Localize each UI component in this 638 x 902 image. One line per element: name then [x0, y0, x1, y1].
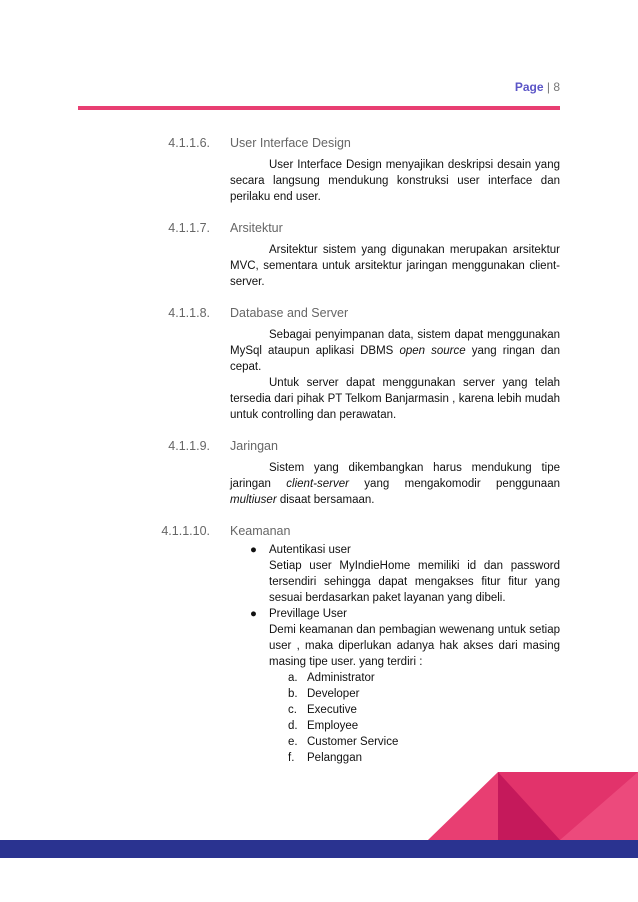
bullet-title: Autentikasi user: [269, 544, 351, 556]
section-number: 4.1.1.8.: [168, 306, 210, 320]
paragraph: Untuk server dapat menggunakan server yang telah tersedia dari pihak PT Telkom Banjarmasin , karena lebih mudah untuk controlling dan perawatan.: [230, 377, 560, 421]
section-title: Keamanan: [230, 524, 291, 538]
section-number: 4.1.1.9.: [168, 439, 210, 453]
paragraph: User Interface Design menyajikan deskripsi desain yang secara langsung mendukung konstruksi user interface dan perilaku end user.: [230, 159, 560, 203]
paragraph: Arsitektur sistem yang digunakan merupakan arsitektur MVC, sementara untuk arsitektur jaringan menggunakan client-server.: [230, 244, 560, 288]
section-number: 4.1.1.7.: [168, 221, 210, 235]
page-number-value: 8: [553, 80, 560, 94]
paragraph: Sistem yang dikembangkan harus mendukung tipe jaringan client-server yang mengakomodir penggunaan multiuser disaat bersamaan.: [230, 462, 560, 506]
section-title: Jaringan: [230, 439, 278, 453]
section-number: 4.1.1.6.: [168, 136, 210, 150]
section-number: 4.1.1.10.: [161, 524, 210, 538]
page-label: Page: [514, 80, 544, 94]
bullet-description: Demi keamanan dan pembagian wewenang untuk setiap user , maka diperlukan adanya hak akses dari masing masing tipe user. yang terdiri :: [269, 624, 560, 668]
footer-band: [0, 840, 638, 858]
section-title: Arsitektur: [230, 221, 283, 235]
bullet-description: Setiap user MyIndieHome memiliki id dan password tersendiri sehingga dapat mengakses fitur fitur yang sesuai berdasarkan paket layanan yang dibeli.: [269, 560, 560, 604]
bullet-dot-icon: ●: [250, 608, 257, 620]
bullet-title: Previllage User: [269, 608, 347, 620]
page-separator: |: [546, 80, 550, 94]
section-title: Database and Server: [230, 306, 349, 320]
footer-triangle-small: [428, 772, 498, 840]
bullet-dot-icon: ●: [250, 544, 257, 556]
section-title: User Interface Design: [230, 136, 351, 150]
paragraph: Sebagai penyimpanan data, sistem dapat menggunakan MySql ataupun aplikasi DBMS open source yang ringan dan cepat.: [230, 329, 560, 373]
